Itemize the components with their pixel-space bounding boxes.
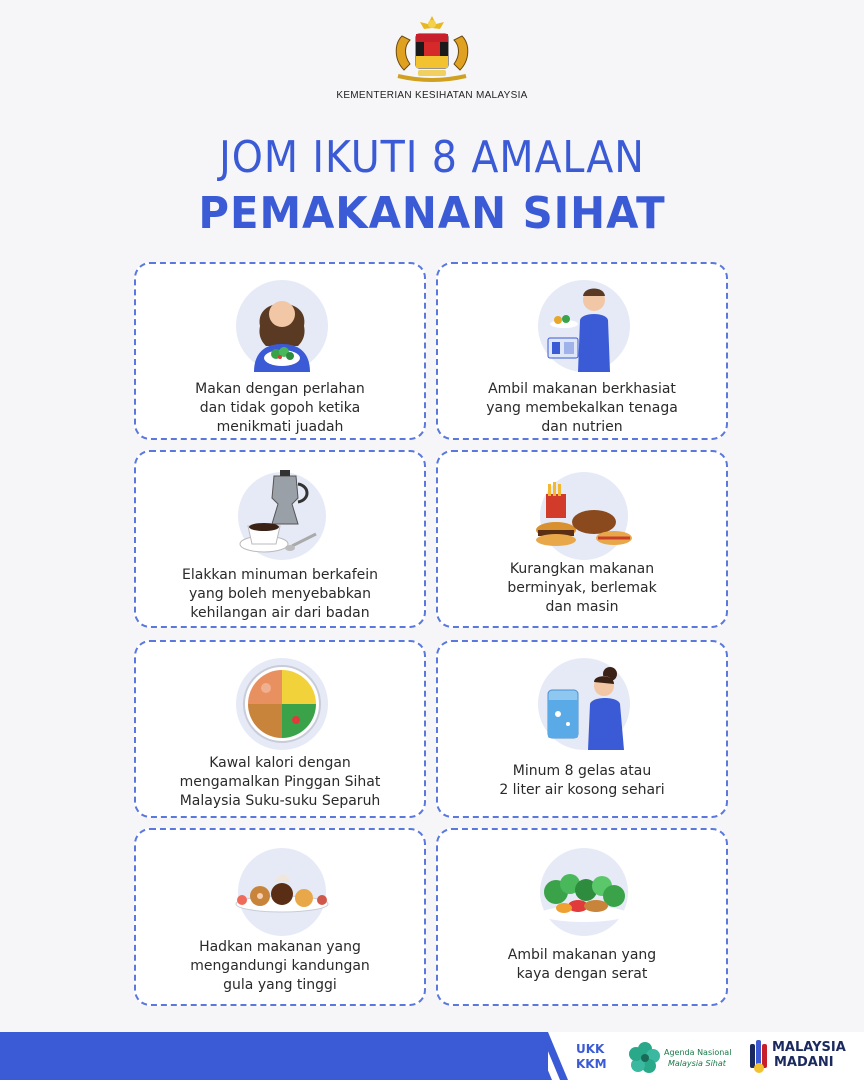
ministry-name: KEMENTERIAN KESIHATAN MALAYSIA <box>336 90 528 101</box>
man-holding-healthy-food-icon <box>534 276 634 376</box>
hibiscus-icon <box>628 1040 662 1074</box>
madani-hand-icon <box>748 1038 770 1074</box>
sweets-dessert-icon <box>232 842 332 942</box>
page-title-line1: JOM IKUTI 8 AMALAN <box>219 132 645 183</box>
coffee-pot-cup-icon <box>232 464 332 564</box>
ukk-kkm-logo: UKK KKM <box>576 1042 607 1071</box>
footer-blue-bar <box>0 1032 548 1080</box>
woman-eating-salad-icon <box>232 276 332 376</box>
agenda-nasional-logo: Agenda Nasional Malaysia Sihat <box>628 1038 740 1076</box>
fast-food-icon <box>534 464 634 564</box>
tip-card-2: Ambil makanan berkhasiat yang membekalkan tenaga dan nutrien <box>436 262 728 440</box>
woman-drinking-water-icon <box>534 654 634 754</box>
page-title-line2: PEMAKANAN SIHAT <box>198 188 666 239</box>
tip-card-7: Hadkan makanan yang mengandungi kandungan gula yang tinggi <box>134 828 426 1006</box>
footer-stripes <box>470 1032 580 1080</box>
malaysia-madani-logo: MALAYSIA MADANI <box>748 1036 858 1076</box>
malaysia-coat-of-arms-icon <box>388 14 476 84</box>
tip-card-5: Kawal kalori dengan mengamalkan Pinggan Sihat Malaysia Suku-suku Separuh <box>134 640 426 818</box>
healthy-plate-icon <box>232 654 332 754</box>
tip-card-3: Elakkan minuman berkafein yang boleh menyebabkan kehilangan air dari badan <box>134 450 426 628</box>
vegetables-fiber-icon <box>534 842 634 942</box>
tip-card-4: Kurangkan makanan berminyak, berlemak dan masin <box>436 450 728 628</box>
tip-card-6: Minum 8 gelas atau 2 liter air kosong sehari <box>436 640 728 818</box>
tip-card-8: Ambil makanan yang kaya dengan serat <box>436 828 728 1006</box>
tip-card-1: Makan dengan perlahan dan tidak gopoh ketika menikmati juadah <box>134 262 426 440</box>
